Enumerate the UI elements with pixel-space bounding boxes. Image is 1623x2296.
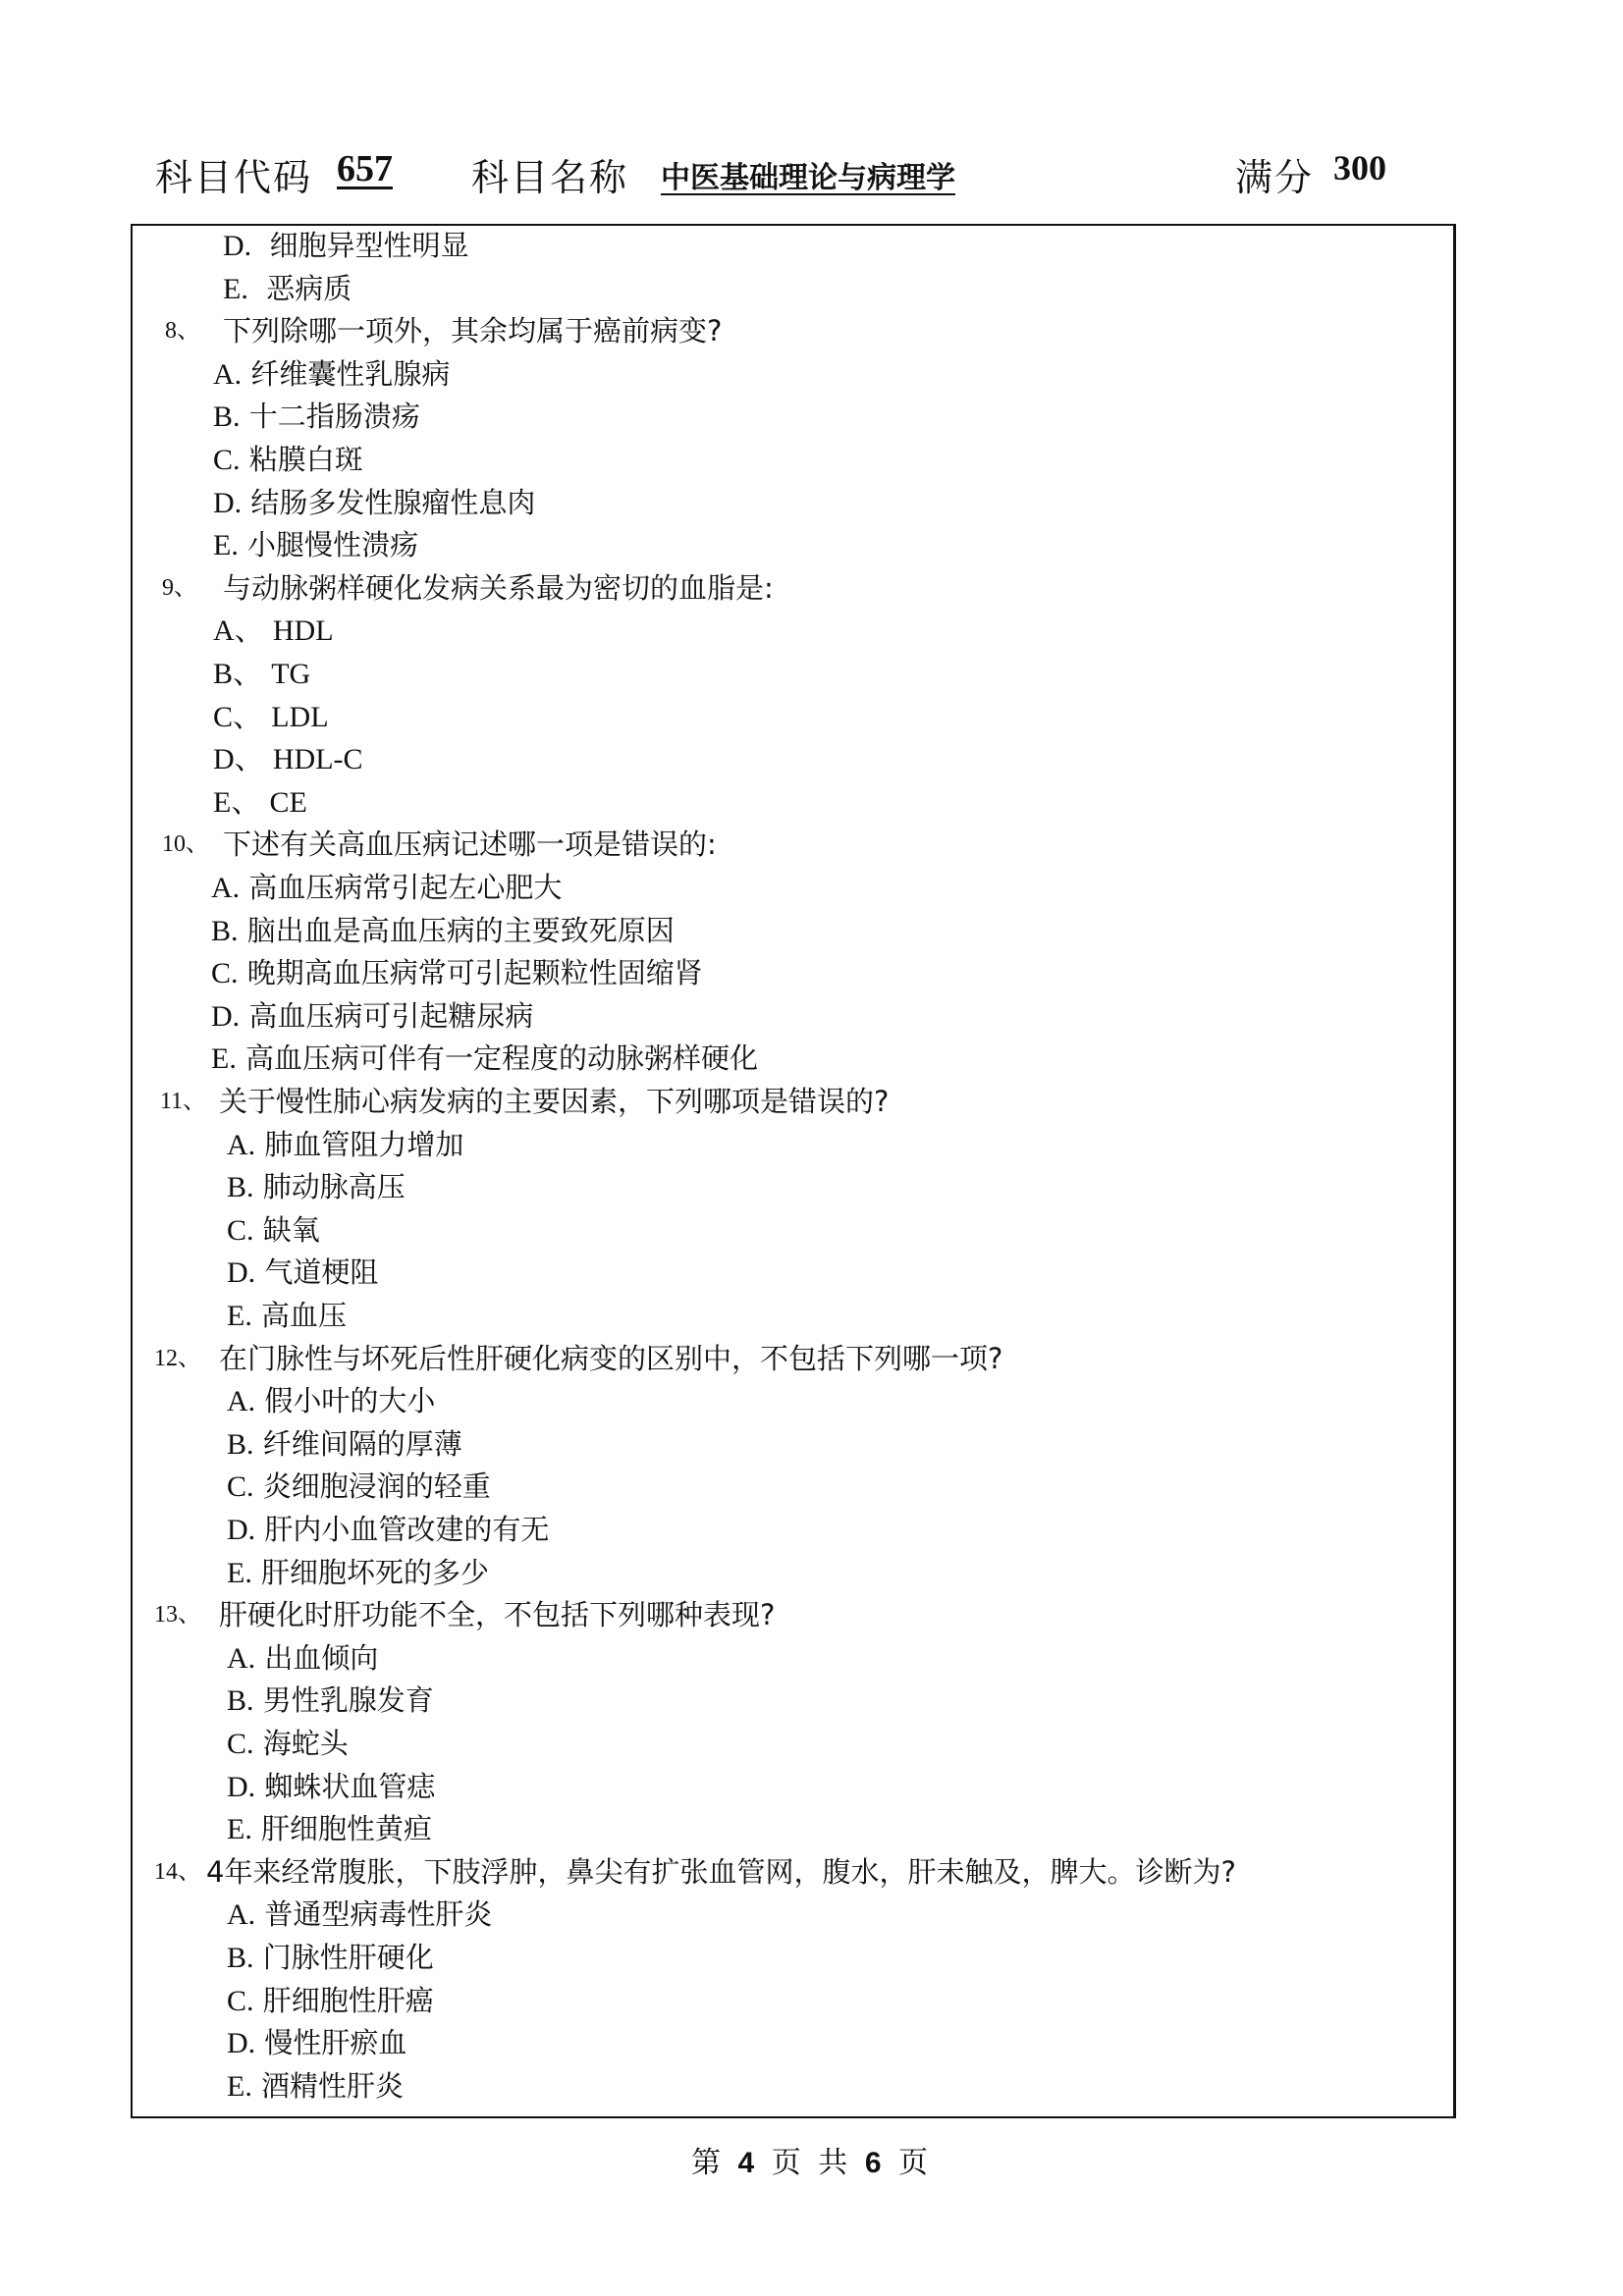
subject-code: 657 bbox=[337, 148, 393, 189]
option-text: 肺血管阻力增加 bbox=[264, 1127, 464, 1161]
question-number: 9、 bbox=[162, 574, 197, 601]
total-pages: 6 bbox=[864, 2147, 886, 2179]
option-label: E. bbox=[227, 1813, 252, 1846]
option-line bbox=[211, 868, 562, 908]
option-label: C. bbox=[227, 1728, 254, 1760]
question-number: 11、 bbox=[160, 1089, 207, 1114]
option-line bbox=[213, 440, 363, 480]
current-page: 4 bbox=[737, 2147, 759, 2179]
option-line bbox=[213, 739, 363, 779]
option-label: A. bbox=[211, 872, 241, 904]
option-line bbox=[213, 354, 450, 395]
option-label: B. bbox=[227, 1942, 254, 1974]
option-line bbox=[213, 397, 420, 437]
question-text: 下述有关高血压病记述哪一项是错误的: bbox=[223, 828, 717, 862]
option-text: 纤维间隔的厚薄 bbox=[262, 1426, 462, 1461]
option-label: B. bbox=[227, 1427, 254, 1461]
option-line bbox=[223, 226, 469, 266]
option-line bbox=[213, 782, 307, 823]
option-text: 缺氧 bbox=[262, 1212, 320, 1247]
option-text: 十二指肠溃疡 bbox=[248, 400, 420, 434]
option-line bbox=[227, 1553, 489, 1593]
option-text: 慢性肝瘀血 bbox=[264, 2026, 407, 2060]
option-text: 脑出血是高血压病的主要致死原因 bbox=[246, 913, 675, 947]
option-text: 高血压病常引起左心肥大 bbox=[248, 871, 563, 904]
option-text: 普通型病毒性肝炎 bbox=[264, 1897, 493, 1932]
option-label: A、 bbox=[213, 614, 264, 648]
question-text: 关于慢性肺心病发病的主要因素，下列哪项是错误的? bbox=[219, 1085, 890, 1118]
question-text: 下列除哪一项外，其余均属于癌前病变? bbox=[223, 314, 723, 348]
question-text: 4年来经常腹胀，下肢浮肿，鼻尖有扩张血管网，腹水，肝未触及，脾大。诊断为? bbox=[206, 1854, 1236, 1889]
option-line bbox=[227, 1981, 434, 2021]
option-text: TG bbox=[271, 658, 311, 690]
option-text: CE bbox=[269, 785, 307, 819]
footer-suffix: 页 bbox=[898, 2146, 933, 2180]
option-line bbox=[227, 1125, 463, 1165]
option-text: 气道梗阻 bbox=[264, 1255, 379, 1290]
option-line bbox=[227, 2066, 404, 2107]
option-text: HDL bbox=[272, 614, 334, 648]
option-text: 结肠多发性腺瘤性息肉 bbox=[250, 485, 536, 519]
question-number: 8、 bbox=[165, 318, 200, 345]
option-label: D. bbox=[223, 230, 252, 262]
option-line bbox=[227, 1424, 462, 1465]
option-text: HDL-C bbox=[272, 743, 363, 776]
option-label: B、 bbox=[213, 658, 263, 690]
full-score: 300 bbox=[1333, 148, 1386, 187]
option-label: E. bbox=[211, 1042, 237, 1076]
question-number: 10、 bbox=[162, 831, 209, 858]
option-text: 晚期高血压病常可引起颗粒性固缩肾 bbox=[246, 956, 703, 990]
option-label: A. bbox=[227, 1898, 256, 1932]
option-line bbox=[227, 1809, 432, 1849]
option-text: 男性乳腺发育 bbox=[262, 1683, 434, 1718]
option-text: LDL bbox=[271, 700, 329, 733]
option-line bbox=[227, 1681, 434, 1721]
option-label: D. bbox=[227, 1514, 256, 1546]
option-text: 肝细胞性肝癌 bbox=[262, 1983, 434, 2017]
option-label: E、 bbox=[213, 785, 261, 819]
option-label: A. bbox=[227, 1385, 256, 1418]
option-line bbox=[211, 953, 703, 993]
option-text: 海蛇头 bbox=[262, 1727, 349, 1760]
option-line bbox=[227, 1724, 349, 1764]
option-line bbox=[213, 697, 329, 737]
option-label: B. bbox=[213, 400, 241, 434]
option-label: D. bbox=[211, 999, 241, 1033]
option-line bbox=[227, 1895, 492, 1935]
option-line bbox=[227, 1638, 378, 1679]
option-line bbox=[227, 1167, 406, 1207]
option-label: D. bbox=[213, 486, 243, 519]
option-text: 肺动脉高压 bbox=[262, 1170, 406, 1204]
option-label: D. bbox=[227, 2027, 256, 2060]
option-line bbox=[227, 1938, 434, 1978]
option-text: 肝内小血管改建的有无 bbox=[264, 1513, 550, 1546]
exam-header bbox=[155, 147, 1392, 206]
option-label: E. bbox=[227, 1300, 252, 1332]
option-label: C. bbox=[227, 1213, 254, 1247]
option-text: 高血压 bbox=[261, 1299, 348, 1332]
option-line bbox=[211, 1039, 758, 1079]
option-text: 肝细胞坏死的多少 bbox=[261, 1555, 490, 1589]
question-number: 13、 bbox=[154, 1602, 201, 1629]
option-label: E. bbox=[227, 1556, 252, 1589]
option-text: 蜘蛛状血管痣 bbox=[264, 1769, 436, 1803]
option-line bbox=[227, 1381, 435, 1421]
page-footer bbox=[0, 2138, 1623, 2181]
option-text: 高血压病可伴有一定程度的动脉粥样硬化 bbox=[245, 1041, 759, 1076]
option-line bbox=[227, 1296, 347, 1336]
option-text: 小腿慢性溃疡 bbox=[247, 528, 419, 562]
footer-prefix: 第 bbox=[690, 2146, 725, 2180]
option-label: C. bbox=[227, 1470, 254, 1504]
option-line bbox=[227, 1253, 378, 1293]
option-text: 出血倾向 bbox=[264, 1640, 379, 1675]
option-text: 纤维囊性乳腺病 bbox=[250, 356, 451, 391]
option-line bbox=[227, 1467, 491, 1507]
full-score-label: 满分 bbox=[1235, 156, 1315, 199]
question-text: 在门脉性与坏死后性肝硬化病变的区别中，不包括下列哪一项? bbox=[219, 1341, 1003, 1375]
question-number: 12、 bbox=[154, 1345, 201, 1371]
option-label: A. bbox=[227, 1641, 256, 1675]
option-label: C、 bbox=[213, 700, 263, 733]
subject-name: 中医基础理论与病理学 bbox=[661, 161, 955, 195]
option-line bbox=[227, 1210, 320, 1251]
option-label: D. bbox=[227, 1256, 256, 1290]
option-label: D、 bbox=[213, 743, 264, 776]
option-text: 肝细胞性黄疸 bbox=[261, 1812, 433, 1846]
question-text: 与动脉粥样硬化发病关系最为密切的血脂是: bbox=[223, 570, 774, 605]
subject-name-label: 科目名称 bbox=[471, 156, 629, 199]
option-line bbox=[227, 1767, 435, 1807]
option-label: E. bbox=[213, 529, 239, 562]
option-text: 门脉性肝硬化 bbox=[262, 1941, 434, 1974]
question-frame bbox=[131, 224, 1456, 2118]
option-line bbox=[227, 2023, 406, 2063]
option-text: 炎细胞浸润的轻重 bbox=[262, 1469, 491, 1504]
option-label: E. bbox=[223, 273, 248, 305]
option-line bbox=[227, 1510, 549, 1550]
option-line bbox=[213, 525, 418, 565]
option-label: B. bbox=[211, 914, 239, 947]
option-line bbox=[211, 911, 675, 951]
option-text: 细胞异型性明显 bbox=[269, 229, 469, 262]
option-text: 假小叶的大小 bbox=[264, 1384, 436, 1418]
option-label: C. bbox=[227, 1984, 254, 2017]
option-label: C. bbox=[211, 957, 239, 990]
footer-middle: 页 共 bbox=[771, 2146, 852, 2180]
option-line bbox=[213, 483, 535, 523]
option-text: 高血压病可引起糖尿病 bbox=[248, 998, 534, 1033]
question-text: 肝硬化时肝功能不全，不包括下列哪种表现? bbox=[219, 1598, 776, 1632]
option-label: B. bbox=[227, 1171, 254, 1204]
option-text: 粘膜白斑 bbox=[248, 443, 363, 476]
option-label: C. bbox=[213, 444, 241, 476]
subject-code-label: 科目代码 bbox=[155, 156, 313, 199]
option-label: D. bbox=[227, 1770, 256, 1803]
option-line bbox=[213, 654, 310, 694]
option-line bbox=[213, 611, 334, 651]
option-line bbox=[211, 996, 533, 1037]
option-text: 酒精性肝炎 bbox=[261, 2068, 405, 2103]
option-label: B. bbox=[227, 1684, 254, 1718]
option-label: E. bbox=[227, 2069, 252, 2103]
option-line bbox=[223, 269, 352, 309]
question-number: 14、 bbox=[154, 1858, 201, 1885]
option-label: A. bbox=[227, 1128, 256, 1161]
option-label: A. bbox=[213, 357, 243, 391]
option-text: 恶病质 bbox=[266, 272, 352, 305]
